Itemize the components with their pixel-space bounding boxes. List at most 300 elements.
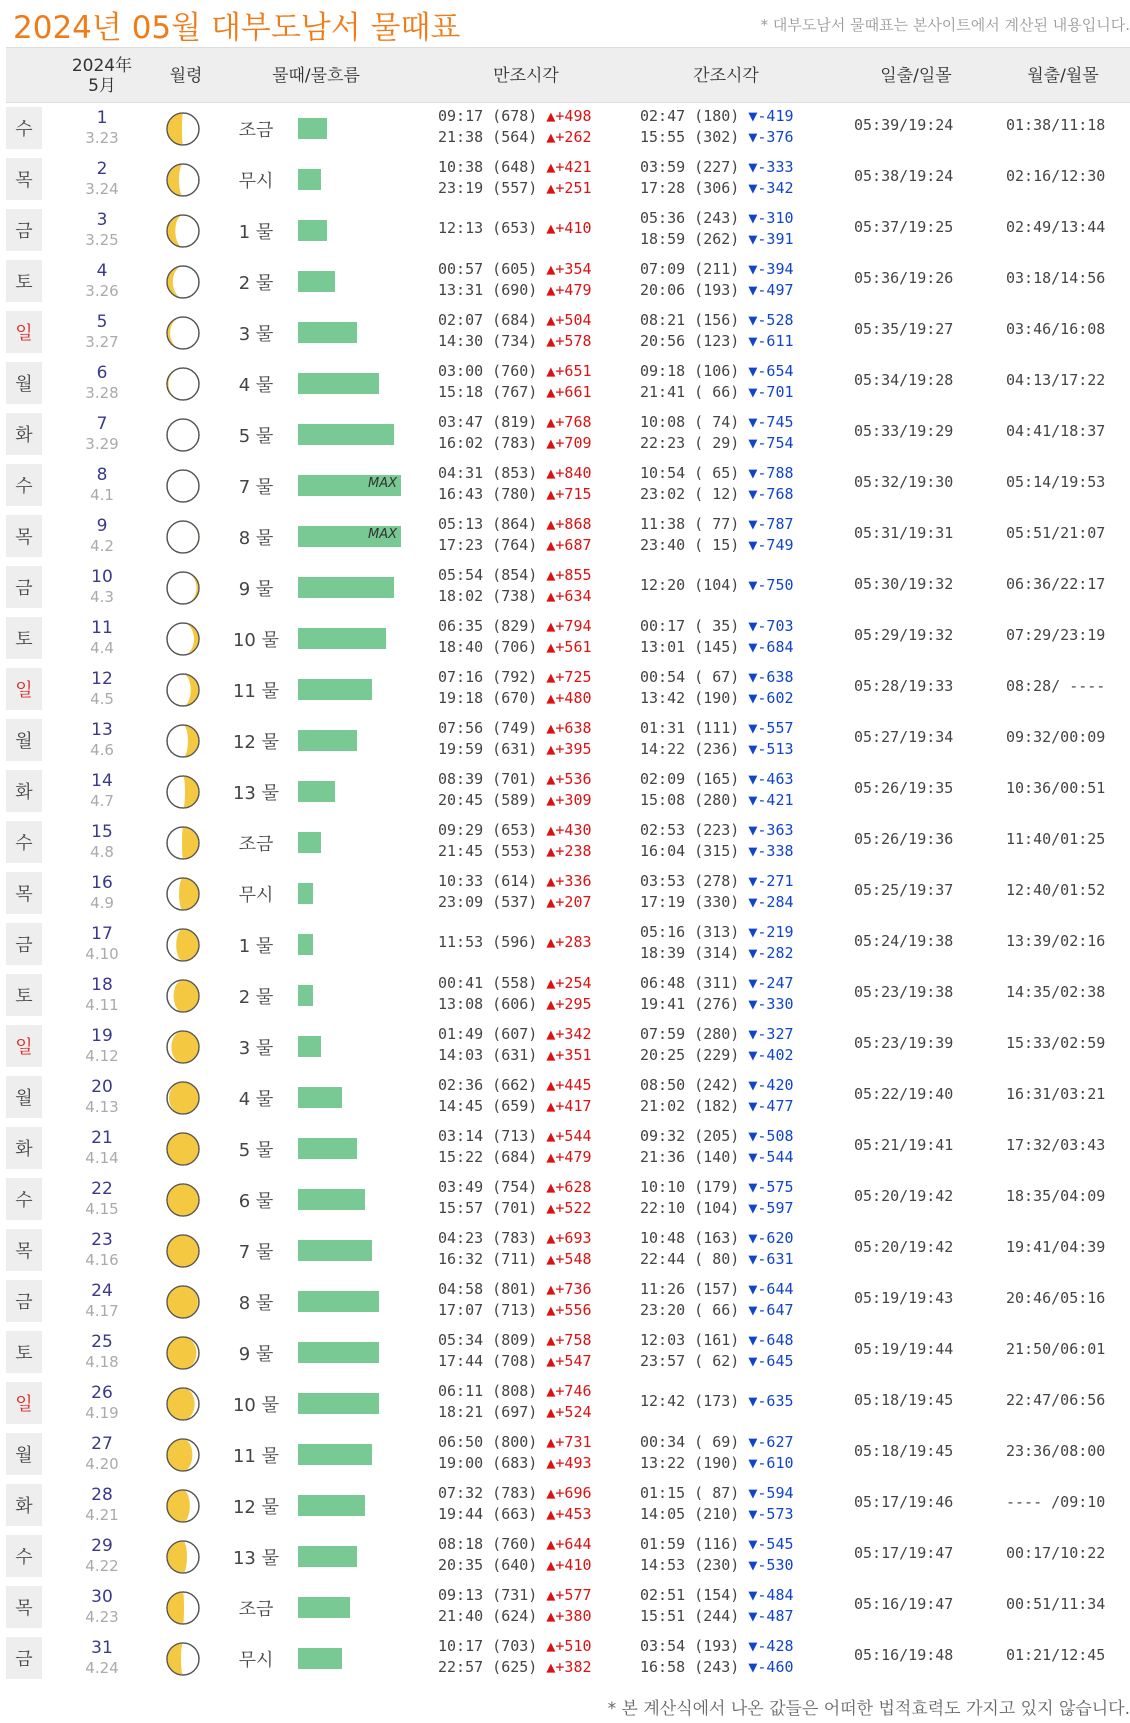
low-tide-time: 22:44 ( 80) (640, 1250, 740, 1268)
rise-arrow-icon: ▲ (546, 1250, 556, 1268)
fall-arrow-icon: ▼ (748, 689, 758, 707)
rise-arrow-icon: ▲ (546, 689, 556, 707)
rise-arrow-icon: ▲ (546, 587, 556, 605)
tide-name: 5 물 (238, 426, 274, 447)
tide-name: 8 물 (238, 528, 274, 549)
low-tide-diff: -684 (757, 638, 794, 656)
rise-arrow-icon: ▲ (546, 1535, 556, 1553)
fall-arrow-icon: ▼ (748, 1148, 758, 1166)
low-tide-line (640, 331, 794, 352)
low-tide-diff: -463 (757, 770, 794, 788)
solar-day: 10 (91, 567, 113, 587)
solar-day: 13 (91, 720, 113, 740)
tide-flow-bar (298, 934, 313, 955)
rise-arrow-icon: ▲ (546, 281, 556, 299)
table-row (6, 409, 1130, 460)
moonrise-moonset: 05:14/19:53 (1006, 473, 1106, 491)
page-title: 2024년 05월 대부도남서 물때표 (13, 10, 461, 46)
tide-flow-bar (298, 118, 327, 139)
low-tide-times (640, 208, 794, 250)
fall-arrow-icon: ▼ (748, 332, 758, 350)
fall-arrow-icon: ▼ (748, 515, 758, 533)
high-tide-line (438, 1279, 592, 1300)
high-tide-time: 07:16 (792) (438, 668, 538, 686)
low-tide-line (640, 280, 794, 301)
low-tide-line (640, 178, 794, 199)
moon-phase-icon (164, 926, 202, 964)
high-tide-diff: +628 (555, 1178, 592, 1196)
moon-phase-icon (164, 722, 202, 760)
low-tide-diff: -363 (757, 821, 794, 839)
weekday: 화 (6, 1484, 42, 1526)
moonrise-moonset: 06:36/22:17 (1006, 575, 1106, 593)
table-row (6, 715, 1130, 766)
table-row (6, 1582, 1130, 1633)
rise-arrow-icon: ▲ (546, 1505, 556, 1523)
high-tide-line (438, 218, 592, 239)
high-tide-times (438, 259, 592, 301)
low-tide-diff: -544 (757, 1148, 794, 1166)
moon-phase-icon (164, 263, 202, 301)
weekday: 금 (6, 1637, 42, 1679)
tide-flow-bar (298, 373, 379, 394)
rise-arrow-icon: ▲ (546, 1454, 556, 1472)
high-tide-times (438, 1636, 592, 1678)
low-tide-time: 21:02 (182) (640, 1097, 740, 1115)
high-tide-diff: +548 (555, 1250, 592, 1268)
high-tide-time: 02:36 (662) (438, 1076, 538, 1094)
low-tide-diff: -627 (757, 1433, 794, 1451)
low-tide-line (640, 688, 794, 709)
rise-arrow-icon: ▲ (546, 1178, 556, 1196)
rise-arrow-icon: ▲ (546, 1280, 556, 1298)
tide-flow-bar (298, 628, 386, 649)
high-tide-line (438, 1504, 592, 1525)
high-tide-time: 15:57 (701) (438, 1199, 538, 1217)
low-tide-diff: -528 (757, 311, 794, 329)
fall-arrow-icon: ▼ (748, 1076, 758, 1094)
sunrise-sunset: 05:37/19:25 (854, 218, 954, 236)
weekday: 목 (6, 158, 42, 200)
solar-day: 16 (91, 873, 113, 893)
low-tide-time: 08:50 (242) (640, 1076, 740, 1094)
high-tide-line (438, 1381, 592, 1402)
low-tide-line (640, 484, 794, 505)
low-tide-time: 12:42 (173) (640, 1392, 740, 1410)
moon-phase-icon (164, 1079, 202, 1117)
moon-phase-icon (164, 824, 202, 862)
high-tide-line (438, 1657, 592, 1678)
high-tide-line (438, 463, 592, 484)
rise-arrow-icon: ▲ (546, 1637, 556, 1655)
high-tide-time: 06:35 (829) (438, 617, 538, 635)
high-tide-line (438, 769, 592, 790)
fall-arrow-icon: ▼ (748, 311, 758, 329)
moon-phase-icon (164, 875, 202, 913)
table-row (6, 1378, 1130, 1429)
high-tide-time: 22:57 (625) (438, 1658, 538, 1676)
low-tide-line (640, 127, 794, 148)
high-tide-diff: +493 (555, 1454, 592, 1472)
low-tide-line (640, 229, 794, 250)
solar-day: 2 (96, 159, 108, 179)
fall-arrow-icon: ▼ (748, 1025, 758, 1043)
high-tide-line (438, 514, 592, 535)
table-row (6, 1327, 1130, 1378)
high-tide-time: 17:44 (708) (438, 1352, 538, 1370)
low-tide-diff: -487 (757, 1607, 794, 1625)
high-tide-time: 05:54 (854) (438, 566, 538, 584)
moonrise-moonset: 13:39/02:16 (1006, 932, 1106, 950)
low-tide-line (640, 1126, 794, 1147)
low-tide-time: 15:51 (244) (640, 1607, 740, 1625)
low-tide-time: 10:48 (163) (640, 1229, 740, 1247)
low-tide-diff: -644 (757, 1280, 794, 1298)
high-tide-line (438, 259, 592, 280)
weekday: 월 (6, 1076, 42, 1118)
solar-day: 18 (91, 975, 113, 995)
low-tide-times (640, 1483, 794, 1525)
low-tide-times (640, 667, 794, 709)
tide-flow-bar (298, 1189, 365, 1210)
low-tide-diff: -787 (757, 515, 794, 533)
solar-day: 19 (91, 1026, 113, 1046)
lunar-date: 4.24 (85, 1659, 119, 1677)
low-tide-times (640, 259, 794, 301)
fall-arrow-icon: ▼ (748, 1352, 758, 1370)
solar-day: 3 (96, 210, 108, 230)
low-tide-diff: -597 (757, 1199, 794, 1217)
disclaimer: * 본 계산식에서 나온 값들은 어떠한 법적효력도 가지고 있지 않습니다. (607, 1699, 1130, 1719)
high-tide-diff: +794 (555, 617, 592, 635)
rise-arrow-icon: ▲ (546, 1199, 556, 1217)
low-tide-diff: -620 (757, 1229, 794, 1247)
high-tide-line (438, 739, 592, 760)
moon-phase-icon (164, 212, 202, 250)
high-tide-time: 18:21 (697) (438, 1403, 538, 1421)
high-tide-line (438, 892, 592, 913)
moon-phase-icon (164, 416, 202, 454)
moonrise-moonset: 17:32/03:43 (1006, 1136, 1106, 1154)
sunrise-sunset: 05:30/19:32 (854, 575, 954, 593)
high-tide-time: 23:19 (557) (438, 179, 538, 197)
high-tide-line (438, 1126, 592, 1147)
fall-arrow-icon: ▼ (748, 1484, 758, 1502)
low-tide-diff: -330 (757, 995, 794, 1013)
tide-flow-bar (298, 271, 335, 292)
low-tide-time: 13:22 (190) (640, 1454, 740, 1472)
low-tide-line (640, 1585, 794, 1606)
low-tide-diff: -508 (757, 1127, 794, 1145)
low-tide-time: 05:16 (313) (640, 923, 740, 941)
weekday: 토 (6, 1331, 42, 1373)
rise-arrow-icon: ▲ (546, 995, 556, 1013)
low-tide-diff: -460 (757, 1658, 794, 1676)
high-tide-line (438, 1147, 592, 1168)
low-tide-time: 05:36 (243) (640, 209, 740, 227)
low-tide-time: 11:38 ( 77) (640, 515, 740, 533)
high-tide-diff: +768 (555, 413, 592, 431)
tide-name: 2 물 (238, 273, 274, 294)
table-row (6, 1276, 1130, 1327)
low-tide-line (640, 1504, 794, 1525)
col-date (62, 48, 142, 104)
moonrise-moonset: 01:21/12:45 (1006, 1646, 1106, 1664)
moon-phase-icon (164, 1334, 202, 1372)
weekday: 금 (6, 566, 42, 608)
moonrise-moonset: 00:51/11:34 (1006, 1595, 1106, 1613)
low-tide-line (640, 208, 794, 229)
sunrise-sunset: 05:28/19:33 (854, 677, 954, 695)
low-tide-time: 12:03 (161) (640, 1331, 740, 1349)
high-tide-time: 05:34 (809) (438, 1331, 538, 1349)
col-date-year: 2024年 (71, 55, 133, 76)
high-tide-time: 06:11 (808) (438, 1382, 538, 1400)
high-tide-time: 06:50 (800) (438, 1433, 538, 1451)
low-tide-line (640, 1075, 794, 1096)
low-tide-time: 01:15 ( 87) (640, 1484, 740, 1502)
rise-arrow-icon: ▲ (546, 464, 556, 482)
sunrise-sunset: 05:17/19:47 (854, 1544, 954, 1562)
tide-name: 8 물 (238, 1293, 274, 1314)
sunrise-sunset: 05:35/19:27 (854, 320, 954, 338)
high-tide-times (438, 1483, 592, 1525)
high-tide-line (438, 484, 592, 505)
solar-day: 5 (96, 312, 108, 332)
rise-arrow-icon: ▲ (546, 1484, 556, 1502)
high-tide-time: 12:13 (653) (438, 219, 538, 237)
high-tide-line (438, 1555, 592, 1576)
rise-arrow-icon: ▲ (546, 1433, 556, 1451)
table-row (6, 919, 1130, 970)
table-body (6, 103, 1130, 1684)
table-row (6, 562, 1130, 613)
tide-name: 6 물 (238, 1191, 274, 1212)
low-tide-time: 01:59 (116) (640, 1535, 740, 1553)
sunrise-sunset: 05:39/19:24 (854, 116, 954, 134)
weekday: 토 (6, 617, 42, 659)
low-tide-diff: -701 (757, 383, 794, 401)
low-tide-times (640, 1177, 794, 1219)
high-tide-time: 15:22 (684) (438, 1148, 538, 1166)
fall-arrow-icon: ▼ (748, 1178, 758, 1196)
solar-day: 9 (96, 516, 108, 536)
high-tide-times (438, 973, 592, 1015)
low-tide-diff: -635 (757, 1392, 794, 1410)
low-tide-time: 01:31 (111) (640, 719, 740, 737)
moon-phase-icon (164, 1028, 202, 1066)
high-tide-line (438, 1636, 592, 1657)
low-tide-diff: -745 (757, 413, 794, 431)
high-tide-diff: +410 (555, 1556, 592, 1574)
high-tide-line (438, 688, 592, 709)
rise-arrow-icon: ▲ (546, 128, 556, 146)
rise-arrow-icon: ▲ (546, 1556, 556, 1574)
low-tide-line (640, 259, 794, 280)
low-tide-diff: -647 (757, 1301, 794, 1319)
high-tide-line (438, 586, 592, 607)
moon-phase-icon (164, 518, 202, 556)
moonrise-moonset: 20:46/05:16 (1006, 1289, 1106, 1307)
low-tide-times (640, 1279, 794, 1321)
high-tide-time: 01:49 (607) (438, 1025, 538, 1043)
tide-name: 10 물 (232, 1395, 279, 1416)
low-tide-diff: -645 (757, 1352, 794, 1370)
table-row (6, 460, 1130, 511)
high-tide-time: 21:38 (564) (438, 128, 538, 146)
high-tide-line (438, 994, 592, 1015)
rise-arrow-icon: ▲ (546, 311, 556, 329)
fall-arrow-icon: ▼ (748, 1505, 758, 1523)
solar-day: 31 (91, 1638, 113, 1658)
sunrise-sunset: 05:29/19:32 (854, 626, 954, 644)
sunrise-sunset: 05:34/19:28 (854, 371, 954, 389)
low-tide-diff: -497 (757, 281, 794, 299)
high-tide-times (438, 157, 592, 199)
low-tide-diff: -788 (757, 464, 794, 482)
weekday: 월 (6, 719, 42, 761)
fall-arrow-icon: ▼ (748, 464, 758, 482)
fall-arrow-icon: ▼ (748, 209, 758, 227)
lunar-date: 4.1 (90, 486, 114, 504)
moon-phase-icon (164, 620, 202, 658)
fall-arrow-icon: ▼ (748, 230, 758, 248)
table-row (6, 1531, 1130, 1582)
fall-arrow-icon: ▼ (748, 383, 758, 401)
high-tide-line (438, 1024, 592, 1045)
low-tide-time: 15:55 (302) (640, 128, 740, 146)
low-tide-time: 14:05 (210) (640, 1505, 740, 1523)
tide-flow-bar (298, 1597, 350, 1618)
tide-name: 9 물 (238, 579, 274, 600)
high-tide-diff: +687 (555, 536, 592, 554)
high-tide-times (438, 514, 592, 556)
sunrise-sunset: 05:19/19:43 (854, 1289, 954, 1307)
low-tide-diff: -271 (757, 872, 794, 890)
rise-arrow-icon: ▲ (546, 1586, 556, 1604)
high-tide-diff: +504 (555, 311, 592, 329)
high-tide-time: 03:49 (754) (438, 1178, 538, 1196)
lunar-date: 4.22 (85, 1557, 119, 1575)
low-tide-times (640, 1636, 794, 1678)
rise-arrow-icon: ▲ (546, 974, 556, 992)
solar-day: 14 (91, 771, 113, 791)
fall-arrow-icon: ▼ (748, 1586, 758, 1604)
high-tide-time: 00:41 (558) (438, 974, 538, 992)
low-tide-times (640, 1534, 794, 1576)
low-tide-line (640, 106, 794, 127)
lunar-date: 4.2 (90, 537, 114, 555)
high-tide-diff: +354 (555, 260, 592, 278)
rise-arrow-icon: ▲ (546, 1658, 556, 1676)
tide-flow-bar (298, 883, 313, 904)
high-tide-time: 17:07 (713) (438, 1301, 538, 1319)
low-tide-line (640, 637, 794, 658)
moonrise-moonset: 02:49/13:44 (1006, 218, 1106, 236)
fall-arrow-icon: ▼ (748, 281, 758, 299)
moon-phase-icon (164, 977, 202, 1015)
fall-arrow-icon: ▼ (748, 668, 758, 686)
weekday: 일 (6, 1025, 42, 1067)
table-row (6, 358, 1130, 409)
solar-day: 29 (91, 1536, 113, 1556)
low-tide-diff: -575 (757, 1178, 794, 1196)
high-tide-diff: +238 (555, 842, 592, 860)
sunrise-sunset: 05:31/19:31 (854, 524, 954, 542)
fall-arrow-icon: ▼ (748, 1301, 758, 1319)
low-tide-diff: -477 (757, 1097, 794, 1115)
low-tide-time: 22:23 ( 29) (640, 434, 740, 452)
fall-arrow-icon: ▼ (748, 1229, 758, 1247)
high-tide-line (438, 820, 592, 841)
high-tide-times (438, 1585, 592, 1627)
low-tide-diff: -545 (757, 1535, 794, 1553)
high-tide-line (438, 1096, 592, 1117)
rise-arrow-icon: ▲ (546, 893, 556, 911)
fall-arrow-icon: ▼ (748, 1097, 758, 1115)
high-tide-line (438, 1249, 592, 1270)
rise-arrow-icon: ▲ (546, 485, 556, 503)
high-tide-diff: +556 (555, 1301, 592, 1319)
rise-arrow-icon: ▲ (546, 1352, 556, 1370)
lunar-date: 4.7 (90, 792, 114, 810)
low-tide-line (640, 514, 794, 535)
low-tide-time: 02:51 (154) (640, 1586, 740, 1604)
low-tide-diff: -573 (757, 1505, 794, 1523)
solar-day: 30 (91, 1587, 113, 1607)
high-tide-time: 16:32 (711) (438, 1250, 538, 1268)
fall-arrow-icon: ▼ (748, 974, 758, 992)
low-tide-line (640, 1351, 794, 1372)
table-row (6, 1429, 1130, 1480)
moon-phase-icon (164, 110, 202, 148)
fall-arrow-icon: ▼ (748, 893, 758, 911)
table-row (6, 103, 1130, 154)
fall-arrow-icon: ▼ (748, 1658, 758, 1676)
low-tide-time: 14:53 (230) (640, 1556, 740, 1574)
rise-arrow-icon: ▲ (546, 1382, 556, 1400)
moonrise-moonset: 23:36/08:00 (1006, 1442, 1106, 1460)
solar-day: 27 (91, 1434, 113, 1454)
low-tide-time: 02:47 (180) (640, 107, 740, 125)
fall-arrow-icon: ▼ (748, 719, 758, 737)
high-tide-line (438, 412, 592, 433)
tide-name: 13 물 (232, 1548, 279, 1569)
high-tide-times (438, 218, 592, 239)
moon-phase-icon (164, 671, 202, 709)
high-tide-diff: +410 (555, 219, 592, 237)
high-tide-times (438, 1330, 592, 1372)
sunrise-sunset: 05:16/19:48 (854, 1646, 954, 1664)
low-tide-times (640, 514, 794, 556)
fall-arrow-icon: ▼ (748, 638, 758, 656)
low-tide-time: 12:20 (104) (640, 576, 740, 594)
low-tide-diff: -513 (757, 740, 794, 758)
low-tide-line (640, 433, 794, 454)
tide-flow-bar (298, 322, 357, 343)
tide-flow-bar (298, 832, 321, 853)
high-tide-time: 10:17 (703) (438, 1637, 538, 1655)
lunar-date: 4.11 (85, 996, 119, 1014)
fall-arrow-icon: ▼ (748, 434, 758, 452)
high-tide-time: 13:08 (606) (438, 995, 538, 1013)
high-tide-diff: +731 (555, 1433, 592, 1451)
high-tide-diff: +577 (555, 1586, 592, 1604)
rise-arrow-icon: ▲ (546, 638, 556, 656)
low-tide-line (640, 575, 794, 596)
high-tide-diff: +547 (555, 1352, 592, 1370)
sunrise-sunset: 05:26/19:35 (854, 779, 954, 797)
